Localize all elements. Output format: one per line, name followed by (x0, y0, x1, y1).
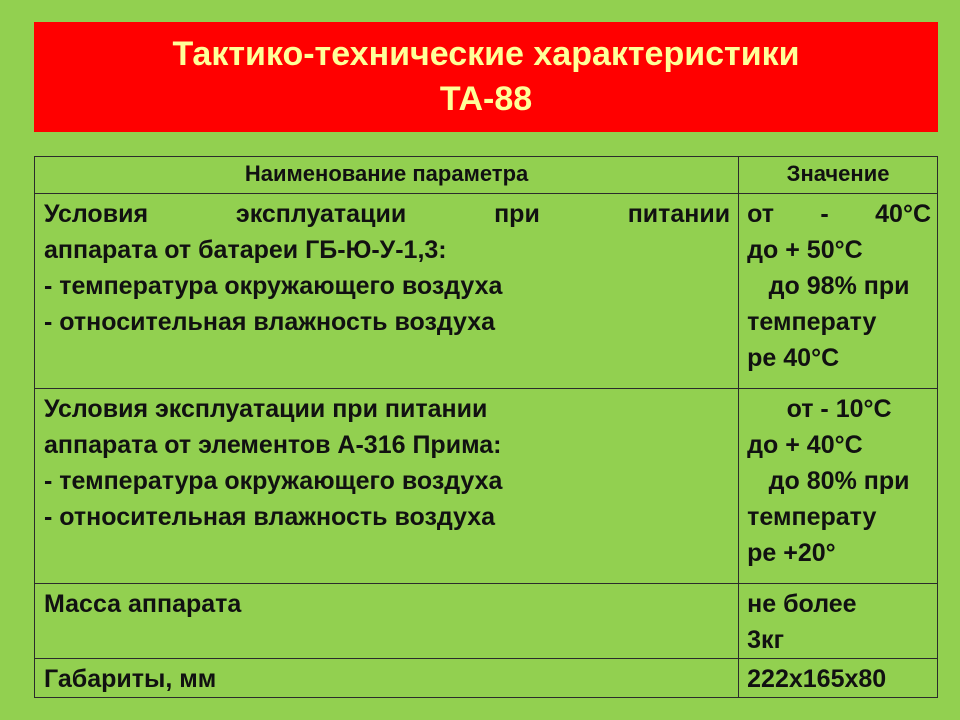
value-cell (739, 389, 938, 584)
value-line: температу (747, 503, 877, 531)
param-line: аппарата от элементов А-316 Прима: (44, 431, 502, 459)
value-line: 222х165х80 (747, 665, 887, 693)
param-line: Условия эксплуатации при питании (44, 395, 488, 423)
param-cell (35, 584, 739, 659)
value-line: температу (747, 308, 877, 336)
table-header-row (35, 157, 938, 194)
table-row (35, 194, 938, 389)
value-line: от - 10°С (786, 395, 892, 423)
value-line: до 98% при (768, 272, 910, 300)
param-line: - температура окружающего воздуха (44, 272, 503, 300)
value-cell (739, 584, 938, 659)
title-line-1: Тактико-технические характеристики (172, 35, 800, 73)
value-line: ре +20° (747, 539, 836, 567)
table-row (35, 584, 938, 659)
param-line: Масса аппарата (44, 590, 242, 618)
value-line: 3кг (747, 626, 784, 654)
value-line: ре 40°С (747, 344, 840, 372)
param-line: Габариты, мм (44, 665, 217, 693)
title-banner (34, 22, 938, 132)
value-cell (739, 659, 938, 698)
value-cell (739, 194, 938, 389)
param-cell (35, 659, 739, 698)
value-line: до + 50°С (747, 236, 863, 264)
param-line: - относительная влажность воздуха (44, 503, 496, 531)
param-cell (35, 389, 739, 584)
param-line: - относительная влажность воздуха (44, 308, 496, 336)
header-value: Значение (739, 157, 938, 194)
title-line-2: ТА-88 (439, 80, 533, 118)
value-line: от - 40°С (747, 200, 931, 228)
value-line: до + 40°С (747, 431, 863, 459)
param-line: аппарата от батареи ГБ-Ю-У-1,3: (44, 236, 447, 264)
value-line: не более (747, 590, 857, 618)
param-cell (35, 194, 739, 389)
param-line: Условия эксплуатации при питании (44, 200, 731, 228)
value-line: до 80% при (768, 467, 910, 495)
header-parameter-name: Наименование параметра (35, 157, 739, 194)
table-row (35, 389, 938, 584)
table-row (35, 659, 938, 698)
param-line: - температура окружающего воздуха (44, 467, 503, 495)
specs-table (34, 156, 938, 698)
